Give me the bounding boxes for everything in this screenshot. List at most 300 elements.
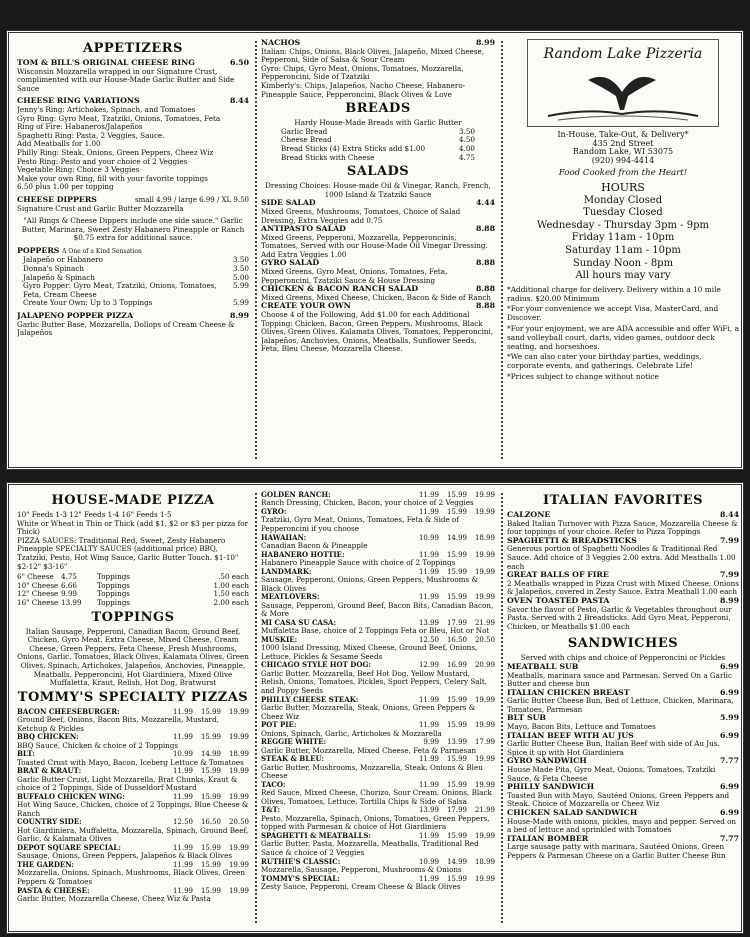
- item-price: 15.99: [200, 886, 221, 895]
- variations-name: CHEESE RING VARIATIONS: [17, 96, 140, 106]
- item-price: 10.99: [418, 533, 439, 542]
- item-name: MEATBALL SUB: [507, 661, 579, 671]
- menu-panel-top: [6, 30, 744, 470]
- item-price: 10.99: [418, 857, 439, 866]
- item-desc: Garlic Butter, Mozzarella, Mixed Cheese, Feta & Parmesan: [261, 745, 477, 755]
- item-desc: Onions, Spinach, Garlic, Artichokes & Mozzarella: [261, 728, 442, 738]
- item-desc: Generous portion of Spaghetti Noodles & Traditional Red Sauce. Add choice of 3 Veggies 2.00 extra. Add Meatballs 1.00 each: [507, 544, 736, 571]
- item-desc: Mixed Greens, Pepperoni, Mozzarella, Pepperoncinis, Tomatoes, Served with our House-Made Oil Vinegar Dressing. Add Extra Veggies 1.00: [261, 232, 488, 259]
- poppers-list: [17, 256, 249, 308]
- size-price: 4.75: [61, 572, 78, 582]
- item-price: 12.99: [418, 661, 439, 670]
- item-price: 19.99: [228, 861, 249, 870]
- item-name: ANTIPASTO SALAD: [261, 224, 346, 234]
- popper-item: [17, 299, 249, 308]
- item-price: 19.99: [228, 844, 249, 853]
- item-price: 15.99: [446, 567, 467, 576]
- item-desc: Mozzarella, Onions, Spinach, Mushrooms, Black Olives, Green Peppers & Tomatoes: [17, 868, 246, 887]
- info-column: [507, 39, 739, 461]
- item-desc: Sausage, Onions, Green Peppers, Jalapeños & Black Olives: [17, 851, 233, 861]
- divider: [255, 41, 257, 459]
- item-price: 15.99: [446, 831, 467, 840]
- item-desc: Zesty Sauce, Pepperoni, Cream Cheese & Black Olives: [261, 881, 461, 891]
- item-price: 3.50: [232, 264, 249, 274]
- salads-heading: SALADS: [346, 164, 410, 180]
- item-price: 14.99: [446, 857, 467, 866]
- item-price: 9.99: [423, 738, 439, 747]
- item-name: Cheese Bread: [281, 135, 332, 145]
- item-name: BBQ CHICKEN:: [17, 732, 79, 742]
- topping-label: Toppings: [97, 580, 130, 590]
- item-price: 15.99: [446, 755, 467, 764]
- item-price: 6.99: [720, 808, 739, 817]
- item-desc: Mozzarella, Sausage, Pepperoni, Mushrooms & Onions: [261, 864, 462, 874]
- notes-list: [507, 286, 739, 382]
- item-desc: Mayo, Bacon Bits, Lettuce and Tomatoes: [507, 722, 656, 732]
- item-price: 15.99: [446, 491, 467, 499]
- variations-list: [17, 106, 249, 192]
- item-price: 14.99: [446, 533, 467, 542]
- item-price: 12.50: [418, 635, 439, 644]
- variation-item: Jenny's Ring: Artichokes, Spinach, and Tomatoes: [17, 104, 196, 114]
- item-desc: 2 Meatballs wrapped in Pizza Crust with Mixed Cheese, Onions & Jalapeños, covered in Zesty Sauce. Extra Meatball 1.00 each: [507, 578, 739, 597]
- item-price: 4.44: [476, 198, 495, 208]
- topping-label: Toppings: [97, 572, 130, 582]
- item-name: PASTA & CHEESE:: [17, 885, 90, 895]
- item-name: ITALIAN BEEF WITH AU JUS: [507, 730, 634, 740]
- cheese-ring-price: 6.50: [230, 58, 249, 67]
- item-price: 19.99: [474, 593, 495, 602]
- item-price: 8.88: [476, 224, 495, 234]
- divider: [501, 493, 503, 923]
- item-price: 19.99: [228, 886, 249, 895]
- breads-heading: BREADS: [345, 101, 411, 117]
- item-desc: Garlic Butter, Pasta, Mozzarella, Meatballs, Traditional Red Sauce & choice of 2 Veggies: [261, 839, 479, 857]
- appetizers-column: [17, 39, 249, 461]
- pizza-sizes: [17, 573, 249, 607]
- item-desc: Garlic Butter Cheese Bun, Bed of Lettuce, Chicken, Marinara, Tomatoes, Parmesan: [507, 696, 734, 714]
- item-price: 19.99: [474, 695, 495, 704]
- nachos-price: 8.99: [476, 39, 495, 47]
- item-desc: Garlic Butter, Mozzarella, Beef Hot Dog, Yellow Mustard, Relish, Onions, Tomatoes, Pickles, Sport Peppers, Celery Salt, and Poppy Seeds: [261, 668, 488, 695]
- item-price: 11.99: [172, 792, 193, 801]
- item-price: 13.99: [446, 738, 467, 747]
- item-desc: Garlic Butter Crust, Light Mozzarella, Brat Chunks, Kraut & choice of 2 Toppings, Side of Dusseldorf Mustard: [17, 774, 238, 793]
- item-desc: Mixed Greens, Mixed Cheese, Chicken, Bacon & Side of Ranch: [261, 292, 491, 302]
- size-price: 13.99: [61, 597, 82, 607]
- item-name: TOMMY'S SPECIAL:: [261, 873, 340, 883]
- item-desc: Tzatziki, Gyro Meat, Onions, Tomatoes, Feta & Side of Pepperoncini if you choose: [261, 515, 460, 533]
- hours-line: Sunday Noon - 8pm: [572, 257, 674, 269]
- dip-note: "All Rings & Cheese Dippers include one side sauce." Garlic Butter, Marinara, Sweet Zesty Habanero Pineapple or Ranch $0.75 extra for additional sauce.: [21, 216, 245, 243]
- item-name: HAWAIIAN:: [261, 532, 307, 542]
- variation-item: Ring of Fire: Habaneros/Jalapeños: [17, 122, 143, 132]
- item-name: CHICKEN SALAD SANDWICH: [507, 808, 638, 817]
- item-price: 19.99: [474, 755, 495, 764]
- variation-item: Pesto Ring: Pesto and your choice of 2 Veggies: [17, 156, 188, 166]
- item-price: 5.99: [232, 298, 249, 308]
- hours-heading: HOURS: [601, 180, 645, 194]
- item-name: Bread Sticks with Cheese: [281, 152, 375, 162]
- item-price: 18.99: [228, 750, 249, 759]
- item-price: 15.99: [200, 733, 221, 742]
- cheese-ring-desc: Wisconsin Mozzarella wrapped in our Signature Crust, complimented with our House-Made Garlic Butter and Side Sauce: [17, 66, 235, 93]
- item-price: 8.44: [720, 510, 739, 519]
- item-name: CALZONE: [507, 510, 551, 519]
- salads-sub: Dressing Choices: House-made Oil & Vinegar, Ranch, French, 1000 Island & Tzatziki Sauce: [265, 181, 491, 199]
- item-desc: BBQ Sauce, Chicken & choice of 2 Toppings: [17, 740, 179, 750]
- appetizers-heading: APPETIZERS: [83, 41, 183, 56]
- item-name: SIDE SALAD: [261, 198, 316, 208]
- pizza-heading: HOUSE-MADE PIZZA: [51, 493, 215, 508]
- item-desc: Mixed Greens, Mushrooms, Tomatoes, Choice of Salad Dressing, Extra Veggies add 0.75: [261, 206, 461, 225]
- item-name: MUSKIE:: [261, 634, 298, 644]
- item-name: T&T:: [261, 805, 281, 815]
- item-price: 11.99: [418, 831, 439, 840]
- item-price: 15.99: [446, 721, 467, 730]
- breads-sub: Hardy House-Made Breads with Garlic Butter: [294, 118, 462, 128]
- item-name: Bread Sticks (4) Extra Sticks add $1.00: [281, 143, 426, 153]
- italian-column: [507, 491, 739, 925]
- item-price: 15.99: [446, 780, 467, 789]
- item-price: 4.50: [458, 135, 475, 145]
- item-price: 12.50: [172, 818, 193, 827]
- item-price: 11.99: [418, 491, 439, 499]
- item-name: Gyro Popper: Gyro Meat, Tzatziki, Onions, Tomatoes, Feta, Cream Cheese: [23, 281, 217, 299]
- item-desc: Garlic Butter, Mozzarella Cheese, Cheez Wiz & Pasta: [17, 894, 211, 904]
- item-desc: Sausage, Pepperoni, Ground Beef, Bacon Bits, Canadian Bacon, & More: [261, 600, 494, 619]
- item-name: MEATLOVERS:: [261, 592, 320, 602]
- item-desc: Savor the flavor of Pesto, Garlic & Vegetables throughout our Pasta. Served with 2 Breadsticks. Add Gyro Meat, Pepperoni, Chicken, or Meatballs $1.00 each: [507, 604, 732, 631]
- phone: (920) 994-4414: [591, 155, 655, 165]
- item-price: 19.99: [228, 733, 249, 742]
- item-price: 19.99: [474, 780, 495, 789]
- size-name: 16" Cheese: [17, 597, 59, 607]
- item-price: 11.99: [172, 733, 193, 742]
- item-price: 11.99: [418, 695, 439, 704]
- italian-list: [507, 511, 739, 631]
- whale-tail-icon: [528, 40, 716, 124]
- item-price: 19.99: [474, 491, 495, 499]
- item-desc: Mixed Greens, Gyro Meat, Onions, Tomatoes, Feta, Pepperoncini, Tzatziki Sauce & House Dressing: [261, 267, 448, 285]
- item-price: 10.99: [172, 750, 193, 759]
- item-name: CREATE YOUR OWN: [261, 301, 351, 311]
- item-name: TACO:: [261, 779, 286, 789]
- toppings-heading: TOPPINGS: [91, 609, 175, 625]
- item-desc: Toasted Bun with Mayo, Sautéed Onions, Green Peppers and Steak. Choice of Mozzarella or Cheez Wiz: [507, 790, 730, 809]
- hours-line: Tuesday Closed: [583, 207, 663, 219]
- menu-item: [281, 154, 475, 163]
- italian-heading: ITALIAN FAVORITES: [543, 493, 703, 508]
- item-desc: Garlic Butter, Mozzarella, Steak, Onions, Green Peppers & Cheez Wiz: [261, 702, 476, 721]
- nacho-item: Italian: Chips, Onions, Black Olives, Jalapeño, Mixed Cheese, Pepperoni, Side of Salsa & Sour Cream: [261, 46, 484, 65]
- item-price: 15.99: [200, 707, 221, 716]
- item-price: 5.99: [232, 281, 249, 291]
- item-price: 19.99: [474, 567, 495, 576]
- sandwiches-sub: Served with chips and choice of Pepperoncini or Pickles: [520, 653, 726, 663]
- middle-column: [261, 39, 495, 461]
- nacho-item: Gyro: Chips, Gyro Meat, Onions, Tomatoes, Mozzarella, Pepperoncini, Side of Tzatziki: [261, 63, 464, 82]
- size-name: 10" Cheese: [17, 580, 59, 590]
- item-price: 17.99: [474, 738, 495, 747]
- item-desc: Canadian Bacon & Pineapple: [261, 541, 368, 550]
- item-desc: Hot Giardiniera, Muffaletta, Mozzarella, Spinach, Ground Beef, Garlic, & Kalamata Olives: [17, 825, 249, 844]
- sandwiches-list: [507, 663, 739, 861]
- item-price: 6.99: [720, 730, 739, 740]
- item-name: LANDMARK:: [261, 566, 312, 576]
- item-price: 15.99: [200, 767, 221, 776]
- item-price: 8.99: [720, 595, 739, 605]
- item-name: POT PIE:: [261, 720, 297, 730]
- dippers-desc: Signature Crust and Garlic Butter Mozzarella: [17, 203, 184, 213]
- hours-line: Wednesday - Thursday 3pm - 9pm: [537, 219, 709, 231]
- variation-item: Philly Ring: Steak, Onions, Green Peppers, Cheez Wiz: [17, 147, 214, 157]
- item-desc: Large sausage patty with marinara, Sautéed Onions, Green Peppers & Parmesan Cheese on a Garlic Butter Cheese Bun: [507, 842, 726, 860]
- item-price: 19.99: [228, 792, 249, 801]
- jp-pizza-price: 8.99: [230, 311, 249, 321]
- item-price: 15.99: [446, 695, 467, 704]
- poppers-tag: A One of a Kind Sensation: [62, 247, 142, 255]
- salads-list: [261, 199, 495, 354]
- item-price: 19.99: [474, 721, 495, 730]
- item-price: 15.99: [446, 593, 467, 602]
- variation-item: 6.50 plus 1.00 per topping: [17, 182, 114, 192]
- item-price: 11.99: [418, 567, 439, 576]
- item-desc: Hot Wing Sauce, Chicken, choice of 2 Toppings, Blue Cheese & Ranch: [17, 800, 249, 818]
- hours-line: Monday Closed: [583, 194, 663, 206]
- item-name: Jalapeño or Habanero: [23, 255, 103, 265]
- note-line: *Additional charge for delivery. Delivery within a 10 mile radius. $20.00 Minimum: [507, 284, 721, 303]
- variation-item: Spaghetti Ring: Pasta, 2 Veggies, Sauce.: [17, 130, 165, 140]
- size-price: 6.66: [61, 580, 78, 590]
- item-price: 8.88: [476, 284, 495, 294]
- item-price: 7.99: [720, 535, 739, 545]
- item-name: DEPOT SQUARE SPECIAL:: [17, 843, 121, 853]
- pizza-crust: White or Wheat in Thin or Thick (add $1, $2 or $3 per pizza for Thick): [17, 518, 249, 537]
- item-price: 8.88: [476, 258, 495, 268]
- variation-item: Make your own Ring, fill with your favorite toppings: [17, 173, 208, 183]
- item-price: 5.00: [232, 272, 249, 282]
- item-price: 4.00: [458, 143, 475, 153]
- item-price: 19.99: [474, 508, 495, 516]
- dippers-price: small 4.99 / large 6.99 / XL 9.50: [135, 195, 249, 204]
- item-name: CHICKEN & BACON RANCH SALAD: [261, 284, 419, 294]
- item-price: 11.99: [418, 780, 439, 789]
- item-price: 19.99: [228, 767, 249, 776]
- item-name: GOLDEN RANCH:: [261, 491, 331, 499]
- item-desc: Choose 4 of the Following, Add $1.00 for each Additional Topping: Chicken, Bacon, Green Peppers, Mushrooms, Black Olives, Green Olives, Kalamata Olives, Tomatoes, Pepperoncini, Jalapeños, Anchovies, Onions, Meatballs, Sunflower Seeds, Feta, Bleu Cheese, Mozzarella Cheese.: [261, 310, 494, 354]
- item-price: 11.99: [172, 886, 193, 895]
- logo-text: Random Lake Pizzeria: [543, 46, 703, 62]
- variation-item: Add Meatballs for 1.00: [17, 139, 101, 149]
- pizza-sauces: PIZZA SAUCES: Traditional Red, Sweet, Zesty Habanero Pineapple SPECIALTY SAUCES (additional price) BBQ, Tzatziki, Pesto, Hot Wing Sauce, Garlic Butter Touch. $1-10" $2-12" $3-16": [17, 535, 239, 571]
- item-price: 11.99: [172, 844, 193, 853]
- item-name: HABANERO HOTTIE:: [261, 549, 345, 559]
- variations-price: 8.44: [230, 96, 249, 106]
- item-price: 20.50: [474, 635, 495, 644]
- topping-price: .50 each: [218, 572, 249, 582]
- item-name: SPAGHETTI & BREADSTICKS: [507, 535, 637, 545]
- item-name: PHILLY SANDWICH: [507, 782, 595, 792]
- item-price: 15.99: [200, 792, 221, 801]
- item-price: 6.99: [720, 661, 739, 671]
- size-name: 6" Cheese: [17, 572, 54, 582]
- item-name: BUFFALO CHICKEN WING:: [17, 791, 125, 801]
- pizza-column: [17, 491, 249, 925]
- item-name: SPAGHETTI & MEATBALLS:: [261, 830, 371, 840]
- item-price: 11.99: [172, 861, 193, 870]
- item-price: 17.99: [446, 618, 467, 627]
- item-price: 19.99: [474, 874, 495, 883]
- item-price: 11.99: [172, 767, 193, 776]
- item-price: 15.99: [446, 874, 467, 883]
- item-name: GREAT BALLS OF FIRE: [507, 570, 609, 580]
- item-price: 3.50: [232, 255, 249, 265]
- item-price: 11.99: [418, 874, 439, 883]
- item-price: 6.99: [720, 687, 739, 697]
- item-price: 18.99: [474, 533, 495, 542]
- note-line: *For your enjoyment, we are ADA accessible and offer WiFi, a sand volleyball court, darts, video games, outdoor deck seating, and horseshoes.: [507, 323, 739, 351]
- item-price: 4.75: [458, 152, 475, 162]
- item-name: STEAK & BLEU:: [261, 754, 324, 764]
- item-desc: House Made Pita, Gyro Meat, Onions, Tomatoes, Tzatziki Sauce, & Feta Cheese: [507, 765, 716, 783]
- hours-line: All hours may vary: [575, 270, 671, 282]
- item-desc: Muffaletta Base, choice of 2 Toppings Feta or Bleu, Hot or Not: [261, 626, 490, 636]
- item-name: BRAT & KRAUT:: [17, 766, 82, 776]
- item-price: 19.99: [474, 831, 495, 840]
- item-price: 20.50: [228, 818, 249, 827]
- toppings-list: Italian Sausage, Pepperoni, Canadian Bacon, Ground Beef, Chicken, Gyro Meat, Extra Cheese, Mixed Cheese, Cream Cheese, Green Peppers, Feta Cheese, Fresh Mushrooms, Onions, Garlic, Tomatoes, Black Olives, Kalamata Olives, Green Olives, Spinach, Artichokes, Jalapeños, Anchovies, Pineapple, Meatballs, Pepperoncini, Hot Giardiniera, Mixed Olive Muffaletta, Kraut, Relish, Hot Dog, Bratwurst: [17, 626, 249, 688]
- divider: [255, 493, 257, 923]
- item-name: Jalapeño & Spinach: [23, 272, 95, 282]
- item-price: 19.99: [474, 550, 495, 559]
- nacho-item: Kimberly's: Chips, Jalapeños, Nacho Cheese, Habanero-Pineapple Sauce, Pepperoncini, Black Olives & Love: [261, 80, 466, 99]
- logo: [527, 39, 719, 127]
- cheese-ring-name: TOM & BILL'S ORIGINAL CHEESE RING: [17, 58, 195, 67]
- item-desc: Toasted Crust with Mayo, Bacon, Iceberg Lettuce & Tomatoes: [17, 757, 244, 767]
- jp-pizza-name: JALAPENO POPPER PIZZA: [17, 311, 134, 321]
- item-price: 11.99: [418, 721, 439, 730]
- item-price: 7.99: [720, 570, 739, 580]
- specialty-list-2: [261, 491, 495, 892]
- item-desc: Sausage, Pepperoni, Onions, Green Peppers, Mushrooms & Black Olives: [261, 575, 478, 593]
- item-name: Donna's Spinach: [23, 264, 84, 274]
- item-desc: House-Made with onions, pickles, mayo and pepper. Served on a bed of lettuce and sprinkled with Tomatoes: [507, 816, 737, 835]
- hours-line: Saturday 11am - 10pm: [565, 244, 681, 256]
- item-price: 15.99: [200, 861, 221, 870]
- topping-label: Toppings: [97, 589, 130, 599]
- item-price: 21.99: [474, 618, 495, 627]
- item-price: 13.99: [418, 806, 439, 815]
- item-name: Garlic Bread: [281, 126, 328, 136]
- item-name: BLT:: [17, 749, 35, 759]
- item-desc: Meatballs, marinara sauce and Parmesan. Served On a Garlic Butter and cheese bun: [507, 670, 732, 689]
- dippers-name: CHEESE DIPPERS: [17, 194, 97, 204]
- specialty-column: [261, 491, 495, 925]
- tagline: Food Cooked from the Heart!: [558, 168, 688, 179]
- item-name: THE GARDEN:: [17, 860, 74, 870]
- variation-item: Gyro Ring: Gyro Meat, Tzatziki, Onions, Tomatoes, Feta: [17, 113, 221, 123]
- item-price: 6.99: [720, 782, 739, 792]
- item-desc: Garlic Butter, Mushrooms, Mozzarella, Steak, Onions & Bleu Cheese: [261, 762, 483, 781]
- item-price: 13.99: [418, 618, 439, 627]
- item-desc: Red Sauce, Mixed Cheese, Chorizo, Sour Cream, Onions, Black Olives, Tomatoes, Lettuce, Tortilla Chips & Side of Salsa: [261, 788, 492, 806]
- note-line: *We can also cater your birthday parties, weddings, corporate events, and gatherings. Celebrate Life!: [507, 352, 702, 371]
- item-price: 7.77: [720, 833, 739, 843]
- size-row: [17, 599, 249, 608]
- item-desc: Baked Italian Turnover with Pizza Sauce, Mozzarella Cheese & four toppings of your choice. Refer to Pizza Toppings: [507, 518, 738, 537]
- item-name: ITALIAN BOMBER: [507, 833, 589, 843]
- item-price: 11.99: [418, 593, 439, 602]
- divider: [501, 41, 503, 459]
- item-price: 20.99: [474, 661, 495, 670]
- item-price: 18.99: [474, 857, 495, 866]
- item-name: PHILLY CHEESE STEAK:: [261, 694, 359, 704]
- specialty-list-1: [17, 708, 249, 904]
- item-name: MI CASA SU CASA:: [261, 617, 337, 627]
- item-desc: Habanero Pineapple Sauce with choice of 2 Toppings: [261, 558, 456, 567]
- address: 435 2nd Street: [592, 138, 654, 148]
- pizza-feeds: 10" Feeds 1-3 12" Feeds 1-4 16" Feeds 1-5: [17, 510, 172, 519]
- size-price: 9.99: [61, 589, 78, 599]
- item-price: 11.99: [418, 550, 439, 559]
- item-price: 15.99: [446, 550, 467, 559]
- jp-pizza-desc: Garlic Butter Base, Mozzarella, Dollops of Cream Cheese & Jalapeños: [17, 319, 235, 338]
- variation-item: Vegetable Ring: Choice 3 Veggies: [17, 165, 140, 175]
- item-price: 11.99: [418, 508, 439, 516]
- popper-item: [17, 282, 249, 299]
- hours-list: [507, 195, 739, 283]
- topping-price: 2.00 each: [213, 597, 249, 607]
- item-price: 5.99: [720, 713, 739, 723]
- menu-panel-bottom: [6, 482, 744, 934]
- item-price: 17.99: [446, 806, 467, 815]
- item-name: RUTHIE'S CLASSIC:: [261, 856, 341, 866]
- topping-label: Toppings: [97, 597, 130, 607]
- note-line: *For your convenience we accept Visa, MasterCard, and Discover.: [507, 304, 719, 323]
- item-desc: Pesto, Mozzarella, Spinach, Onions, Tomatoes, Green Peppers, topped with Parmesan & choice of Hot Giardiniera: [261, 813, 490, 832]
- item-price: 3.50: [458, 126, 475, 136]
- item-name: GYRO SANDWICH: [507, 756, 587, 766]
- service-text: In-House, Take-Out, & Delivery*: [557, 130, 689, 139]
- item-name: CHICAGO STYLE HOT DOG:: [261, 660, 372, 670]
- item-price: 15.99: [446, 508, 467, 516]
- item-price: 21.99: [474, 806, 495, 815]
- item-name: GYRO:: [261, 507, 287, 516]
- item-desc: Ground Beef, Onions, Bacon Bits, Mozzarella, Mustard, Ketchup & Pickles: [17, 715, 219, 733]
- nachos-list: [261, 48, 495, 100]
- item-name: ITALIAN CHICKEN BREAST: [507, 687, 630, 697]
- item-name: OVEN TOASTED PASTA: [507, 595, 610, 605]
- note-line: *Prices subject to change without notice: [507, 371, 659, 381]
- item-name: Create Your Own: Up to 3 Toppings: [23, 298, 153, 308]
- breads-list: [261, 128, 495, 162]
- sandwiches-heading: SANDWICHES: [567, 636, 679, 652]
- item-price: 19.99: [228, 707, 249, 716]
- item-desc: 1000 Island Dressing, Mixed Cheese, Ground Beef, Onions, Lettuce, Pickles & Sesame Seeds: [261, 643, 478, 661]
- nachos-name: NACHOS: [261, 39, 301, 47]
- item-name: COUNTRY SIDE:: [17, 817, 82, 827]
- item-price: 15.99: [200, 844, 221, 853]
- hours-line: Friday 11am - 10pm: [571, 232, 675, 244]
- item-price: 8.88: [476, 301, 495, 311]
- item-price: 14.99: [200, 750, 221, 759]
- item-name: BLT SUB: [507, 713, 546, 723]
- item-name: GYRO SALAD: [261, 258, 320, 268]
- item-price: 7.77: [720, 756, 739, 766]
- city: Random Lake, WI 53075: [572, 147, 674, 157]
- item-price: 16.99: [446, 661, 467, 670]
